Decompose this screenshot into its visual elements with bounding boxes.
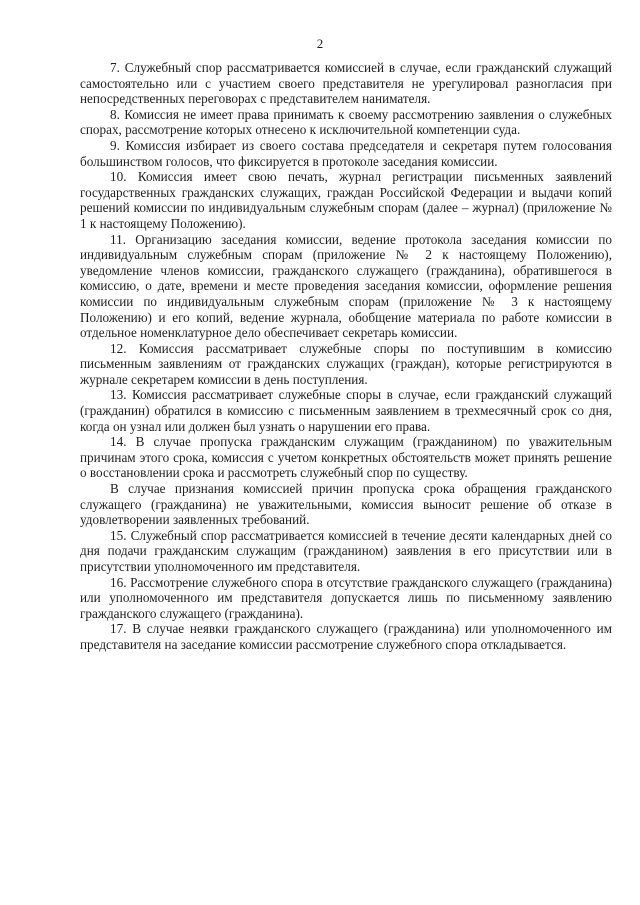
paragraph-11: 11. Организацию заседания комиссии, ведение протокола заседания комиссии по индивидуальным служебным спорам (приложение № 2 к настоящему Положению), уведомление членов комиссии, гражданского служащего (гражданина), обратившегося в комиссию, о дате, времени и месте проведения заседания комиссии, оформление решения комиссии по индивидуальным служебным спорам (приложение № 3 к настоящему Положению) и его копий, ведение журнала, обобщение материала по работе комиссии в отдельное номенклатурное дело обеспечивает секретарь комиссии. [80,231,612,341]
paragraph-12: 12. Комиссия рассматривает служебные споры по поступившим в комиссию письменным заявлениям от гражданских служащих (граждан), которые регистрируются в журнале секретарем комиссии в день поступления. [80,340,612,387]
page-number: 2 [316,36,324,51]
paragraph-16: 16. Рассмотрение служебного спора в отсутствие гражданского служащего (гражданина) или уполномоченного им представителя допускается лишь по письменному заявлению гражданского служащего (гражданина). [80,574,612,621]
paragraph-13: 13. Комиссия рассматривает служебные споры в случае, если гражданский служащий (гражданин) обратился в комиссию с письменным заявлением в трехмесячный срок со дня, когда он узнал или должен был узнать о нарушении его права. [80,387,612,434]
paragraph-14: 14. В случае пропуска гражданским служащим (гражданином) по уважительным причинам этого срока, комиссия с учетом конкретных обстоятельств может принять решение о восстановлении срока и рассмотреть служебный спор по существу. [80,434,612,481]
paragraph-9: 9. Комиссия избирает из своего состава председателя и секретаря путем голосования большинством голосов, что фиксируется в протоколе заседания комиссии. [80,137,612,169]
paragraph-14-continuation: В случае признания комиссией причин пропуска срока обращения гражданского служащего (гражданина) не уважительными, комиссия выносит решение об отказе в удовлетворении заявленных требований. [80,481,612,528]
paragraph-17: 17. В случае неявки гражданского служащего (гражданина) или уполномоченного им представителя на заседание комиссии рассмотрение служебного спора откладывается. [80,621,612,652]
paragraph-10: 10. Комиссия имеет свою печать, журнал регистрации письменных заявлений государственных гражданских служащих, граждан Российской Федерации и выдачи копий решений комиссии по индивидуальным служебным спорам (далее – журнал) (приложение № 1 к настоящему Положению). [80,169,612,231]
document-body [80,60,612,653]
paragraph-8: 8. Комиссия не имеет права принимать к своему рассмотрению заявления о служебных спорах, рассмотрение которых отнесено к исключительной компетенции суда. [80,106,612,138]
paragraph-15: 15. Служебный спор рассматривается комиссией в течение десяти календарных дней со дня подачи гражданским служащим (гражданином) заявления в его присутствии или в присутствии уполномоченного им представителя. [80,527,612,574]
paragraph-7: 7. Служебный спор рассматривается комиссией в случае, если гражданский служащий самостоятельно или с участием своего представителя не урегулировал разногласия при непосредственных переговорах с представителем нанимателя. [80,60,612,107]
